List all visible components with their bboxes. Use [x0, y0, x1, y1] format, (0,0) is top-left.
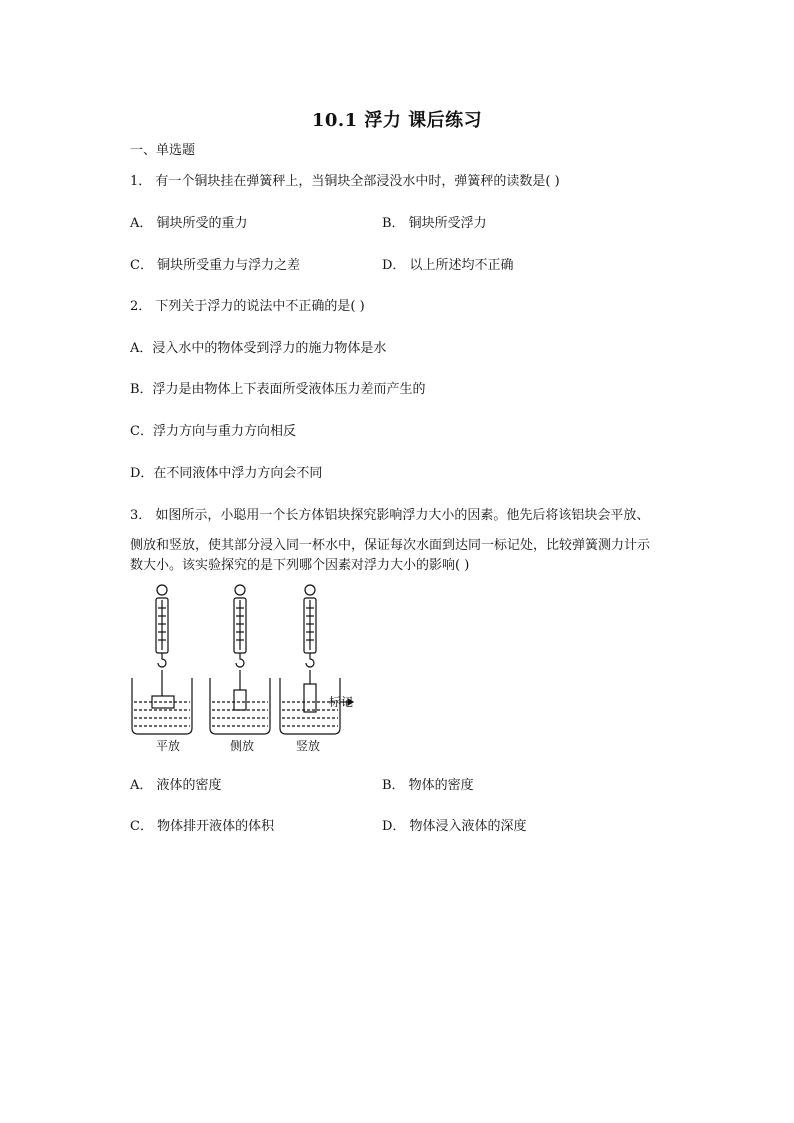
question-2-option-c: C．浮力方向与重力方向相反 — [130, 424, 296, 439]
question-3-option-a: A． 液体的密度 — [130, 778, 222, 793]
question-1-option-c: C． 铜块所受重力与浮力之差 — [130, 258, 301, 273]
question-3-option-b: B． 物体的密度 — [382, 778, 474, 793]
question-1-option-b: B． 铜块所受浮力 — [382, 216, 487, 231]
question-3-stem-line-3: 数大小。该实验探究的是下列哪个因素对浮力大小的影响( ) — [130, 558, 470, 573]
setup-side — [210, 585, 270, 734]
question-1-option-d: D． 以上所述均不正确 — [382, 258, 514, 273]
question-3-stem-line-1: 3． 如图所示，小聪用一个长方体铝块探究影响浮力大小的因素。他先后将该铝块会平放、 — [130, 508, 650, 523]
setup-vertical — [280, 585, 353, 734]
question-1-stem: 1． 有一个铜块挂在弹簧秤上，当铜块全部浸没水中时，弹簧秤的读数是( ) — [130, 174, 560, 189]
question-1-option-a: A． 铜块所受的重力 — [130, 216, 248, 231]
label-vertical: 竖放 — [296, 739, 321, 753]
question-3-stem-line-2: 侧放和竖放，使其部分浸入同一杯水中，保证每次水面到达同一标记处，比较弹簧测力计示 — [130, 538, 651, 553]
page-title: 10.1 浮力 课后练习 — [311, 110, 483, 131]
question-2-option-d: D．在不同液体中浮力方向会不同 — [130, 466, 323, 481]
section-heading: 一、单选题 — [130, 143, 196, 158]
question-3-option-c: C． 物体排开液体的体积 — [130, 819, 275, 834]
label-flat: 平放 — [156, 739, 181, 753]
question-2-option-a: A．浸入水中的物体受到浮力的施力物体是水 — [130, 341, 387, 356]
question-2-option-b: B．浮力是由物体上下表面所受液体压力差而产生的 — [130, 382, 426, 397]
question-2-stem: 2． 下列关于浮力的说法中不正确的是( ) — [130, 299, 365, 314]
question-3-option-d: D． 物体浸入液体的深度 — [382, 819, 527, 834]
setup-flat — [132, 585, 192, 734]
label-side: 侧放 — [230, 739, 255, 753]
mark-label: 标记 — [329, 695, 354, 709]
spring-scale-figure — [126, 580, 366, 760]
